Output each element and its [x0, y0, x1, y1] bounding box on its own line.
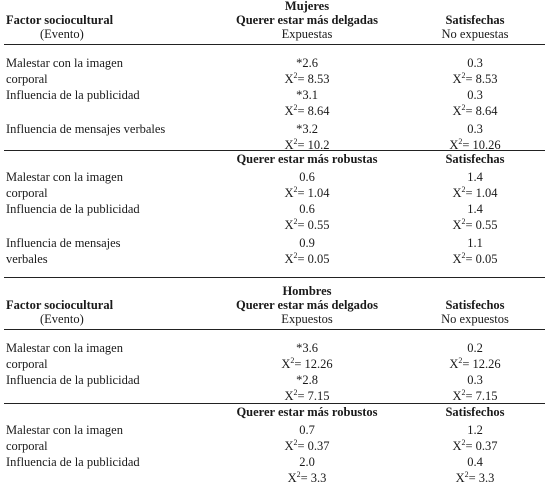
mujeres-noexp-header: No expuestas — [441, 27, 509, 41]
value-satisfechos: 1.4 — [467, 170, 483, 184]
value-robust: 0.7 — [299, 423, 315, 437]
chi2-no-expuestos — [452, 104, 497, 118]
hombres-header-rule — [4, 329, 545, 330]
chi-symbol: X — [455, 471, 465, 485]
value-robust: 2.0 — [299, 455, 315, 469]
value-no-expuestos: 0.3 — [467, 88, 483, 102]
chi2-expuestos — [284, 389, 329, 403]
chi-symbol: X — [452, 439, 462, 453]
chi-symbol: X — [284, 252, 294, 266]
section-divider — [4, 277, 545, 278]
chi2-expuestos — [284, 72, 329, 86]
chi-symbol: X — [284, 104, 294, 118]
chi-value: = 8.64 — [297, 104, 330, 118]
hombres-robust-group-header: Querer estar más robustos — [236, 405, 378, 419]
row-label: Influencia de la publicidad — [6, 88, 140, 102]
chi-value: = 8.53 — [297, 72, 330, 86]
chi-exponent: 2 — [461, 250, 466, 260]
value-no-expuestos: 0.3 — [467, 373, 483, 387]
hombres-mid-rule — [4, 403, 545, 404]
chi-value: = 0.05 — [465, 252, 498, 266]
hombres-factor-header: Factor sociocultural — [6, 298, 114, 312]
chi-exponent: 2 — [296, 469, 301, 479]
chi-value: = 7.15 — [297, 389, 330, 403]
chi-exponent: 2 — [293, 136, 298, 146]
chi-exponent: 2 — [464, 469, 469, 479]
chi-exponent: 2 — [293, 216, 298, 226]
row-label: Malestar con la imagen — [6, 423, 123, 437]
row-label: Influencia de mensajes — [6, 236, 121, 250]
chi-symbol: X — [281, 357, 291, 371]
chi-value: = 0.05 — [297, 252, 330, 266]
chi-value: = 8.64 — [465, 104, 498, 118]
chi-value: = 12.26 — [462, 357, 501, 371]
value-expuestos: *3.2 — [296, 122, 318, 136]
hombres-robust-sat-header: Satisfechos — [445, 405, 505, 419]
chi-symbol: X — [452, 186, 462, 200]
chi-symbol: X — [284, 439, 294, 453]
mujeres-exp-header: Expuestas — [281, 27, 333, 41]
hombres-section-title: Hombres — [282, 284, 332, 298]
value-no-expuestos: 0.3 — [467, 56, 483, 70]
value-satisfechos: 1.4 — [467, 202, 483, 216]
mujeres-header-rule — [4, 44, 545, 45]
chi-value: = 1.04 — [297, 186, 330, 200]
mujeres-sat-header: Satisfechas — [445, 13, 505, 27]
chi-symbol: X — [452, 218, 462, 232]
chi2-robust — [284, 439, 329, 453]
chi-exponent: 2 — [293, 184, 298, 194]
row-label-cont: corporal — [6, 439, 48, 453]
chi-exponent: 2 — [461, 102, 466, 112]
chi-symbol: X — [452, 389, 462, 403]
hombres-sat-header: Satisfechos — [445, 298, 505, 312]
row-label: Influencia de la publicidad — [6, 455, 140, 469]
chi-symbol: X — [449, 357, 459, 371]
row-label-cont: corporal — [6, 72, 48, 86]
hombres-thin-group-header: Querer estar más delgados — [235, 298, 379, 312]
hombres-noexp-header: No expuestos — [441, 312, 509, 326]
chi-value: = 0.55 — [465, 218, 498, 232]
mujeres-section-title: Mujeres — [284, 0, 330, 13]
chi-value: = 10.2 — [297, 138, 330, 152]
mujeres-robust-sat-header: Satisfechas — [445, 152, 505, 166]
chi-symbol: X — [449, 138, 459, 152]
mujeres-thin-group-header: Querer estar más delgadas — [235, 13, 379, 27]
chi-exponent: 2 — [290, 355, 295, 365]
chi-value: = 1.04 — [465, 186, 498, 200]
row-label: Malestar con la imagen — [6, 170, 123, 184]
chi-exponent: 2 — [293, 387, 298, 397]
mujeres-robust-group-header: Querer estar más robustas — [236, 152, 378, 166]
chi2-expuestos — [281, 357, 332, 371]
chi2-no-expuestos — [452, 72, 497, 86]
chi-symbol: X — [284, 186, 294, 200]
row-label: Influencia de la publicidad — [6, 202, 140, 216]
chi-exponent: 2 — [458, 355, 463, 365]
chi2-satisfechos — [452, 186, 497, 200]
chi-value: = 0.37 — [297, 439, 330, 453]
chi2-expuestos — [284, 104, 329, 118]
chi-exponent: 2 — [461, 437, 466, 447]
row-label: Influencia de mensajes verbales — [6, 122, 166, 136]
value-expuestos: *3.1 — [296, 88, 318, 102]
chi2-no-expuestos — [452, 389, 497, 403]
value-satisfechos: 1.1 — [467, 236, 483, 250]
row-label: Malestar con la imagen — [6, 341, 123, 355]
chi-value: = 3.3 — [300, 471, 327, 485]
chi-value: = 3.3 — [468, 471, 495, 485]
chi-exponent: 2 — [293, 437, 298, 447]
chi-value: = 12.26 — [294, 357, 333, 371]
chi2-satisfechos — [452, 439, 497, 453]
chi2-satisfechos — [452, 218, 497, 232]
chi-symbol: X — [452, 252, 462, 266]
row-label: Influencia de la publicidad — [6, 373, 140, 387]
chi-symbol: X — [284, 72, 294, 86]
value-robust: 0.6 — [299, 170, 315, 184]
hombres-exp-header: Expuestos — [281, 312, 333, 326]
value-satisfechos: 1.2 — [467, 423, 483, 437]
chi-symbol: X — [287, 471, 297, 485]
chi-value: = 0.37 — [465, 439, 498, 453]
value-robust: 0.6 — [299, 202, 315, 216]
mujeres-factor-header: Factor sociocultural — [6, 13, 114, 27]
row-label-cont: corporal — [6, 357, 48, 371]
chi-exponent: 2 — [461, 184, 466, 194]
chi-exponent: 2 — [293, 102, 298, 112]
chi-symbol: X — [284, 389, 294, 403]
mujeres-evento-header: (Evento) — [40, 27, 84, 41]
value-expuestos: *2.6 — [296, 56, 318, 70]
value-robust: 0.9 — [299, 236, 315, 250]
value-expuestos: *3.6 — [296, 341, 318, 355]
value-no-expuestos: 0.3 — [467, 122, 483, 136]
mujeres-mid-rule — [4, 150, 545, 151]
value-expuestos: *2.8 — [296, 373, 318, 387]
row-label-cont: corporal — [6, 186, 48, 200]
chi-exponent: 2 — [458, 136, 463, 146]
chi-value: = 8.53 — [465, 72, 498, 86]
hombres-evento-header: (Evento) — [40, 312, 84, 326]
row-label: Malestar con la imagen — [6, 56, 123, 70]
chi-exponent: 2 — [293, 250, 298, 260]
chi-symbol: X — [284, 138, 294, 152]
chi2-satisfechos — [452, 252, 497, 266]
chi2-robust — [284, 218, 329, 232]
chi2-no-expuestos — [449, 357, 500, 371]
value-no-expuestos: 0.2 — [467, 341, 483, 355]
chi2-robust — [284, 252, 329, 266]
chi-value: = 7.15 — [465, 389, 498, 403]
chi-symbol: X — [452, 104, 462, 118]
chi-value: = 10.26 — [462, 138, 501, 152]
chi2-robust — [288, 471, 327, 485]
chi2-satisfechos — [456, 471, 495, 485]
chi-exponent: 2 — [293, 70, 298, 80]
chi-exponent: 2 — [461, 387, 466, 397]
chi-symbol: X — [284, 218, 294, 232]
chi-exponent: 2 — [461, 216, 466, 226]
row-label-cont: verbales — [6, 252, 48, 266]
chi2-robust — [284, 186, 329, 200]
chi-value: = 0.55 — [297, 218, 330, 232]
value-satisfechos: 0.4 — [467, 455, 483, 469]
chi-exponent: 2 — [461, 70, 466, 80]
chi-symbol: X — [452, 72, 462, 86]
